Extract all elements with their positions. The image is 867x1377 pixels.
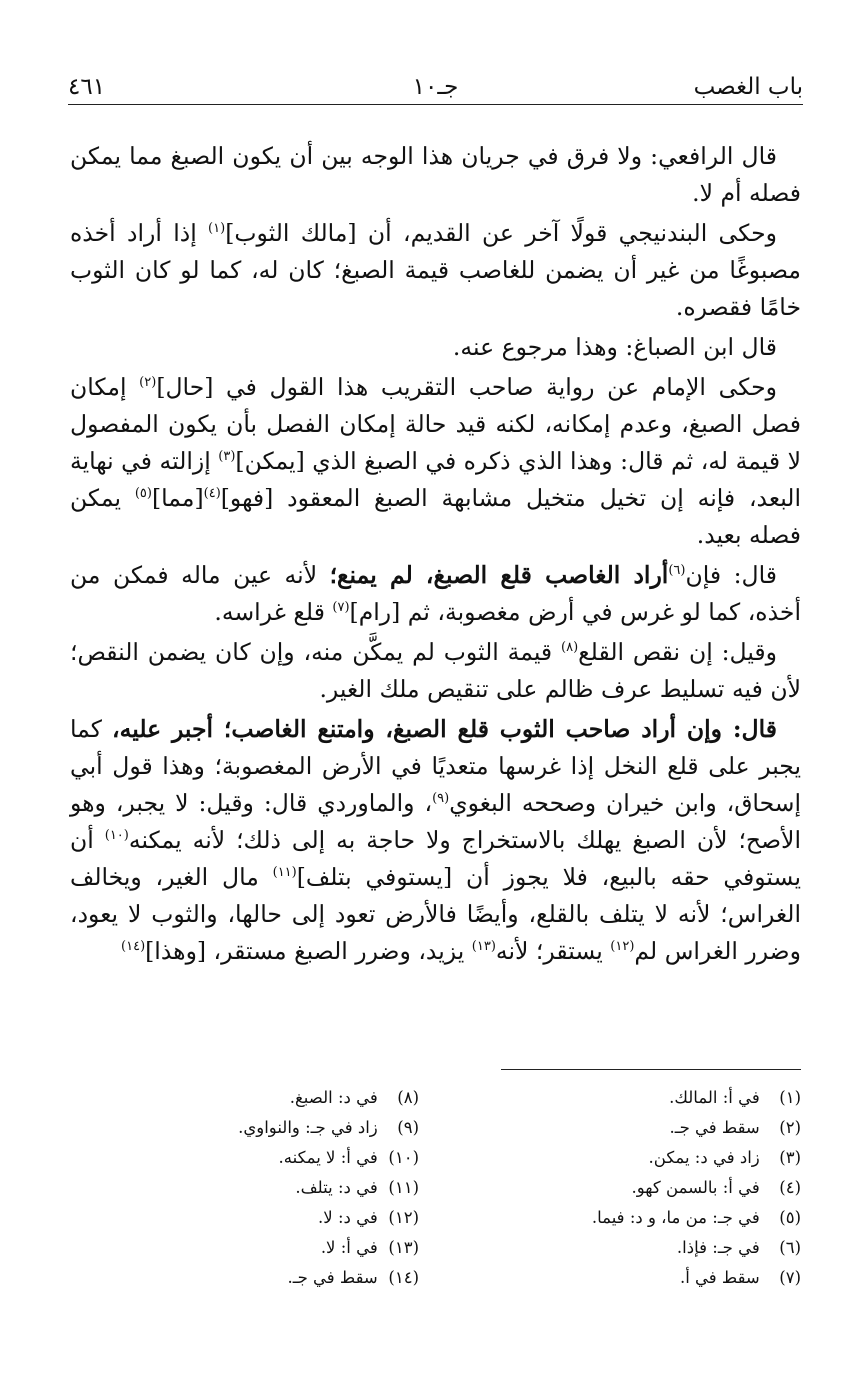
- paragraph: [70, 711, 801, 970]
- running-header: [68, 70, 803, 106]
- footnote-text: سقط في جـ.: [287, 1268, 378, 1287]
- footnote-text: سقط في جـ.: [669, 1118, 760, 1137]
- text-run: أن يستوفي حقه بالبيع، فلا يجوز أن [يستوفي بتلف]: [70, 826, 801, 891]
- footnote-number: (١٠): [388, 1148, 419, 1167]
- footnote-text: في جـ: من ما، و د: فيما.: [591, 1208, 760, 1227]
- bold-text: قال: وإن أراد صاحب الثوب قلع الصبغ، وامتنع الغاصب؛ أجبر عليه،: [112, 715, 777, 743]
- footnote-item: [471, 1173, 801, 1203]
- paragraph: [70, 369, 801, 554]
- text-run: قال الرافعي: ولا فرق في جريان هذا الوجه بين أن يكون الصبغ مما يمكن فصله أم لا.: [70, 142, 801, 207]
- footnote-marker[interactable]: (٦): [668, 563, 686, 579]
- footnote-text: في أ: لا.: [320, 1238, 378, 1257]
- text-run: وحكى الإمام عن رواية صاحب التقريب هذا القول في [حال]: [156, 373, 778, 401]
- footnote-text: سقط في أ.: [679, 1268, 760, 1287]
- page-number: ٤٦١: [68, 74, 106, 100]
- footnote-marker[interactable]: (٢): [139, 375, 157, 391]
- footnote-text: في أ: المالك.: [669, 1088, 760, 1107]
- footnote-marker[interactable]: (١١): [272, 865, 297, 881]
- footnote-number: (١١): [388, 1178, 419, 1197]
- text-run: إذا أراد أخذه مصبوغًا من غير أن يضمن للغاصب قيمة الصبغ؛ كان له، كما لو كان الثوب خامًا فقصره.: [70, 219, 801, 321]
- footnote-item: [471, 1263, 801, 1293]
- paragraph: [70, 557, 801, 631]
- footnote-item: [79, 1173, 419, 1203]
- text-run: يستقر؛ لأنه: [495, 937, 611, 965]
- text-run: كما يجبر على قلع النخل إذا غرسها متعديًا في الأرض المغصوبة؛ وهذا قول أبي إسحاق، وابن خيران وصححه البغوي: [70, 715, 801, 817]
- footnote-item: [79, 1113, 419, 1143]
- footnote-marker[interactable]: (٨): [561, 640, 579, 656]
- footnote-number: (١٢): [388, 1208, 419, 1227]
- footnote-number: (٩): [397, 1118, 419, 1137]
- paragraph: [70, 138, 801, 212]
- header-rule: [68, 104, 803, 105]
- footnote-number: (٦): [779, 1238, 801, 1257]
- bold-text: أراد الغاصب قلع الصبغ، لم يمنع؛: [329, 561, 669, 589]
- footnote-marker[interactable]: (٧): [332, 600, 350, 616]
- text-run: قال: فإن: [685, 561, 777, 589]
- footnote-item: [471, 1203, 801, 1233]
- footnote-number: (١٣): [388, 1238, 419, 1257]
- footnote-item: [79, 1263, 419, 1293]
- text-run: قال ابن الصباغ: وهذا مرجوع عنه.: [452, 333, 777, 361]
- footnote-number: (٨): [397, 1088, 419, 1107]
- footnote-text: في أ: لا يمكنه.: [278, 1148, 378, 1167]
- footnote-number: (١٤): [388, 1268, 419, 1287]
- text-run: يمكن فصله بعيد.: [70, 484, 801, 549]
- footnote-marker[interactable]: (١٣): [471, 939, 496, 955]
- footnote-text: في د: لا.: [318, 1208, 378, 1227]
- text-run: لأنه عين ماله فمكن من أخذه، كما لو غرس في أرض مغصوبة، ثم [رام]: [70, 561, 801, 626]
- text-run: [مما]: [151, 484, 204, 512]
- footnotes-right-column: [471, 1083, 801, 1293]
- footnote-text: زاد في د: يمكن.: [648, 1148, 760, 1167]
- footnote-text: في جـ: فإذا.: [676, 1238, 760, 1257]
- footnote-item: [471, 1233, 801, 1263]
- text-run: قلع غراسه.: [214, 598, 333, 626]
- text-run: قيمة الثوب لم يمكَّن منه، وإن كان يضمن النقص؛ لأن فيه تسليط عرف ظالم على تنقيص ملك الغير.: [70, 638, 801, 703]
- footnote-text: في د: يتلف.: [295, 1178, 378, 1197]
- text-run: يزيد، وضرر الصبغ مستقر، [وهذا]: [145, 937, 472, 965]
- footnote-item: [79, 1083, 419, 1113]
- footnote-number: (٤): [779, 1178, 801, 1197]
- footnote-item: [471, 1083, 801, 1113]
- footnote-marker[interactable]: (١): [208, 221, 226, 237]
- footnote-text: في د: الصبغ.: [289, 1088, 378, 1107]
- text-run: مال الغير، ويخالف الغراس؛ لأنه لا يتلف بالقلع، وأيضًا فالأرض تعود إلى حالها، والثوب لا يعود، وضرر الغراس لم: [70, 863, 801, 965]
- footnote-number: (٢): [779, 1118, 801, 1137]
- paragraph: [70, 215, 801, 326]
- paragraph: [70, 329, 801, 366]
- footnote-number: (٣): [779, 1148, 801, 1167]
- paragraph: [70, 634, 801, 708]
- chapter-title: باب الغصب: [693, 74, 803, 100]
- footnote-item: [79, 1233, 419, 1263]
- text-run: وحكى البندنيجي قولًا آخر عن القديم، أن [مالك الثوب]: [225, 219, 777, 247]
- footnote-rule: [501, 1069, 801, 1070]
- footnote-marker[interactable]: (٩): [432, 791, 450, 807]
- footnote-marker[interactable]: (١٠): [104, 828, 129, 844]
- footnote-marker[interactable]: (١٤): [121, 939, 146, 955]
- footnote-item: [79, 1143, 419, 1173]
- footnote-item: [79, 1203, 419, 1233]
- footnote-number: (١): [779, 1088, 801, 1107]
- text-run: ، والماوردي قال: وقيل: لا يجبر، وهو الأصح؛ لأن الصبغ يهلك بالاستخراج ولا حاجة به إلى ذلك؛ لأنه يمكنه: [70, 789, 801, 854]
- text-run: إزالته في نهاية البعد، فإنه إن تخيل متخيل مشابهة الصبغ المعقود [فهو]: [70, 447, 801, 512]
- footnote-number: (٥): [779, 1208, 801, 1227]
- footnote-marker[interactable]: (١٢): [610, 939, 635, 955]
- footnote-number: (٧): [779, 1268, 801, 1287]
- footnote-marker[interactable]: (٤): [203, 486, 221, 502]
- footnote-marker[interactable]: (٣): [218, 449, 236, 465]
- footnote-text: زاد في جـ: والنواوي.: [238, 1118, 378, 1137]
- footnote-item: [471, 1113, 801, 1143]
- footnotes-left-column: [79, 1083, 419, 1293]
- main-text: [70, 138, 801, 973]
- footnote-text: في أ: بالسمن كهو.: [631, 1178, 760, 1197]
- text-run: إمكان فصل الصبغ، وعدم إمكانه، لكنه قيد حالة إمكان الفصل بأن يكون المفصول لا قيمة له، ثم قال: وهذا الذي ذكره في الصبغ الذي [يمكن]: [70, 373, 801, 475]
- footnote-marker[interactable]: (٥): [134, 486, 152, 502]
- volume-label: جـ١٠: [412, 74, 459, 100]
- text-run: وقيل: إن نقص القلع: [578, 638, 777, 666]
- footnote-item: [471, 1143, 801, 1173]
